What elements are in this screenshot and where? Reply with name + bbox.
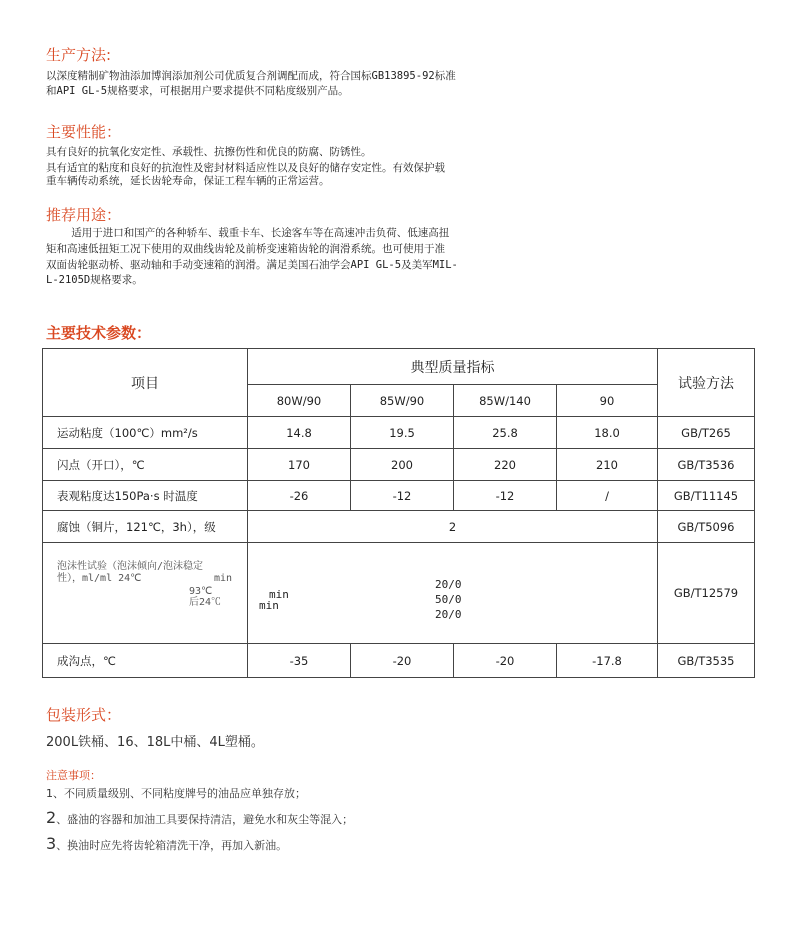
table-cell: -20 (351, 644, 454, 678)
spec-table-title: 主要技术参数： (46, 324, 152, 342)
row-label: 成沟点，℃ (43, 644, 248, 678)
method-cell: GB/T265 (658, 417, 755, 449)
foam-value-2: 50/0 (435, 593, 462, 606)
foam-min-a: min (269, 588, 289, 601)
method-cell: GB/T11145 (658, 481, 755, 511)
grade-header: 85W/90 (351, 385, 454, 417)
foam-label-line-1: 泡沫性试验（泡沫倾向/泡沫稳定 (57, 561, 204, 572)
table-cell: 220 (454, 449, 557, 481)
table-cell: 14.8 (248, 417, 351, 449)
packaging-title: 包装形式： (46, 706, 122, 724)
foam-label-93: 93℃ (189, 586, 213, 597)
performance-line-2: 具有适宜的粘度和良好的抗泡性及密封材料适应性以及良好的储存安定性。有效保护载 (46, 162, 445, 174)
table-cell: 2 (248, 511, 658, 543)
method-cell: GB/T12579 (658, 543, 755, 644)
table-cell: 18.0 (557, 417, 658, 449)
note-number: 1 (46, 787, 53, 800)
production-line-2: 和API GL-5规格要求，可根据用户要求提供不同粘度级别产品。 (46, 85, 349, 97)
foam-label-line-2: 性），ml/ml 24℃ (57, 573, 142, 584)
packaging-text: 200L铁桶、16、18L中桶、4L塑桶。 (46, 735, 264, 750)
table-cell: -12 (351, 481, 454, 511)
note-number: 3 (46, 834, 57, 853)
row-label: 腐蚀（铜片，121℃，3h），级 (43, 511, 248, 543)
note-item (46, 834, 287, 853)
table-cell: -17.8 (557, 644, 658, 678)
usage-line-2: 矩和高速低扭矩工况下使用的双曲线齿轮及前桥变速箱齿轮的润滑系统。也可使用于准 (46, 243, 445, 255)
spec-table (42, 348, 755, 678)
table-row-foam (43, 543, 755, 644)
usage-title: 推荐用途： (46, 206, 122, 224)
table-cell: 19.5 (351, 417, 454, 449)
notes-title: 注意事项： (46, 769, 101, 782)
foam-min-b: min (259, 599, 279, 612)
table-row-corrosion (43, 511, 755, 543)
note-item (46, 785, 306, 801)
table-row (43, 481, 755, 511)
usage-line-4: L-2105D规格要求。 (46, 274, 143, 286)
note-text: 、盛油的容器和加油工具要保持清洁，避免水和灰尘等混入； (56, 813, 354, 826)
row-label: 表观粘度达150Pa·s 时温度 (43, 481, 248, 511)
foam-values-cell (248, 543, 658, 644)
performance-title: 主要性能： (46, 123, 122, 141)
note-text: 、不同质量级别、不同粘度牌号的油品应单独存放； (53, 787, 306, 800)
table-row (43, 417, 755, 449)
note-number: 2 (46, 808, 57, 827)
row-label: 运动粘度（100℃）mm²/s (43, 417, 248, 449)
foam-value-3: 20/0 (435, 608, 462, 621)
table-cell: 210 (557, 449, 658, 481)
header-typical: 典型质量指标 (248, 349, 658, 385)
header-method: 试验方法 (658, 349, 755, 417)
grade-header: 90 (557, 385, 658, 417)
table-cell: -35 (248, 644, 351, 678)
method-cell: GB/T3536 (658, 449, 755, 481)
foam-label-min: min (214, 573, 233, 584)
table-cell: 200 (351, 449, 454, 481)
production-title: 生产方法: (46, 46, 112, 64)
grade-header: 85W/140 (454, 385, 557, 417)
performance-line-1: 具有良好的抗氧化安定性、承载性、抗擦伤性和优良的防腐、防锈性。 (46, 146, 372, 158)
usage-line-1: 适用于进口和国产的各种轿车、载重卡车、长途客车等在高速冲击负荷、低速高扭 (46, 227, 450, 239)
table-row-pour (43, 644, 755, 678)
foam-value-1: 20/0 (435, 578, 462, 591)
table-cell: -26 (248, 481, 351, 511)
row-label: 闪点（开口），℃ (43, 449, 248, 481)
foam-label-after24: 后24℃ (189, 597, 222, 608)
performance-line-3: 重车辆传动系统，延长齿轮寿命，保证工程车辆的正常运营。 (46, 175, 330, 187)
note-text: 、换油时应先将齿轮箱清洗干净，再加入新油。 (56, 839, 288, 852)
grade-header: 80W/90 (248, 385, 351, 417)
table-cell: 25.8 (454, 417, 557, 449)
foam-label-cell (43, 543, 248, 644)
table-cell: -12 (454, 481, 557, 511)
table-cell: -20 (454, 644, 557, 678)
production-line-1: 以深度精制矿物油添加博润添加剂公司优质复合剂调配而成，符合国标GB13895-92标准 (46, 70, 456, 82)
usage-line-3: 双面齿轮驱动桥、驱动轴和手动变速箱的润滑。满足美国石油学会API GL-5及美军MIL- (46, 259, 458, 271)
note-item (46, 808, 353, 827)
table-cell: 170 (248, 449, 351, 481)
header-item: 项目 (43, 349, 248, 417)
table-header-row (43, 349, 755, 385)
method-cell: GB/T3535 (658, 644, 755, 678)
table-cell: / (557, 481, 658, 511)
method-cell: GB/T5096 (658, 511, 755, 543)
table-row (43, 449, 755, 481)
